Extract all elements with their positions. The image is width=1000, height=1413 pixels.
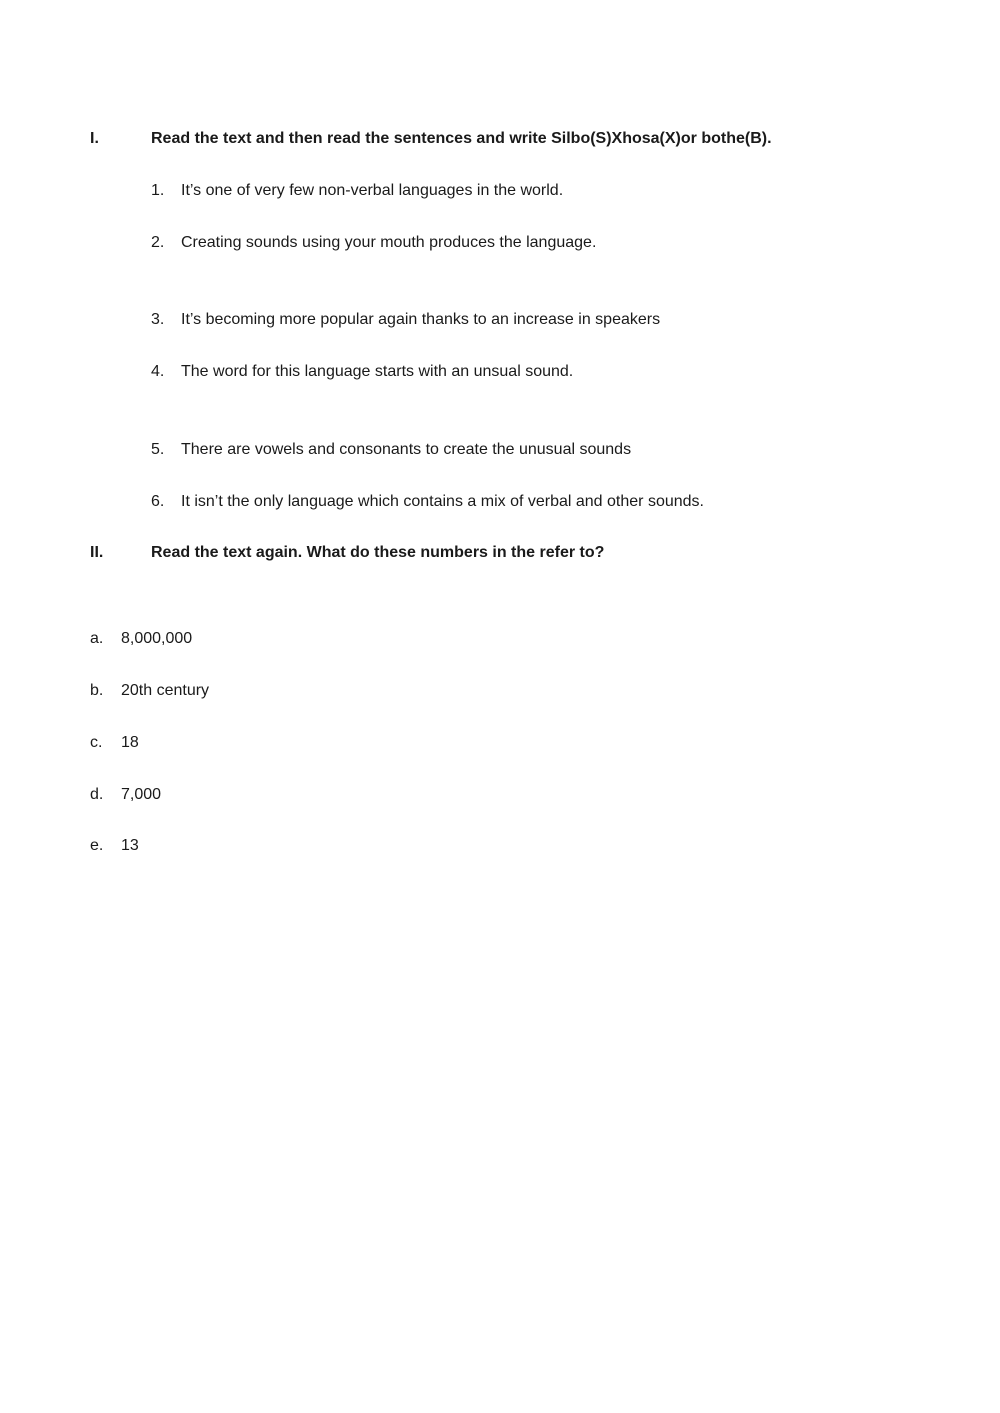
item-letter: c. — [90, 734, 103, 751]
item-text: It’s becoming more popular again thanks to an increase in speakers — [181, 311, 661, 328]
item-text: 18 — [121, 734, 139, 751]
item-letter: b. — [90, 682, 104, 699]
section-1-instruction: Read the text and then read the sentences and write Silbo(S)Xhosa(X)or bothe(B). — [151, 130, 772, 147]
item-number: 5. — [151, 441, 165, 458]
item-letter: d. — [90, 786, 104, 803]
item-text: It isn’t the only language which contains a mix of verbal and other sounds. — [181, 493, 704, 510]
item-text: 13 — [121, 837, 139, 854]
item-letter: e. — [90, 837, 104, 854]
item-text: Creating sounds using your mouth produces the language. — [181, 234, 597, 251]
item-number: 1. — [151, 182, 165, 199]
item-text: The word for this language starts with an unsual sound. — [181, 363, 574, 380]
section-1-number: I. — [90, 130, 99, 147]
section-2-instruction: Read the text again. What do these numbers in the refer to? — [151, 544, 605, 561]
item-number: 6. — [151, 493, 165, 510]
item-text: It’s one of very few non-verbal languages in the world. — [181, 182, 564, 199]
item-number: 3. — [151, 311, 165, 328]
item-text: There are vowels and consonants to create the unusual sounds — [181, 441, 632, 458]
item-letter: a. — [90, 630, 104, 647]
item-number: 2. — [151, 234, 165, 251]
item-text: 20th century — [121, 682, 210, 699]
item-text: 7,000 — [121, 786, 162, 803]
item-text: 8,000,000 — [121, 630, 193, 647]
item-number: 4. — [151, 363, 165, 380]
section-2-number: II. — [90, 544, 104, 561]
